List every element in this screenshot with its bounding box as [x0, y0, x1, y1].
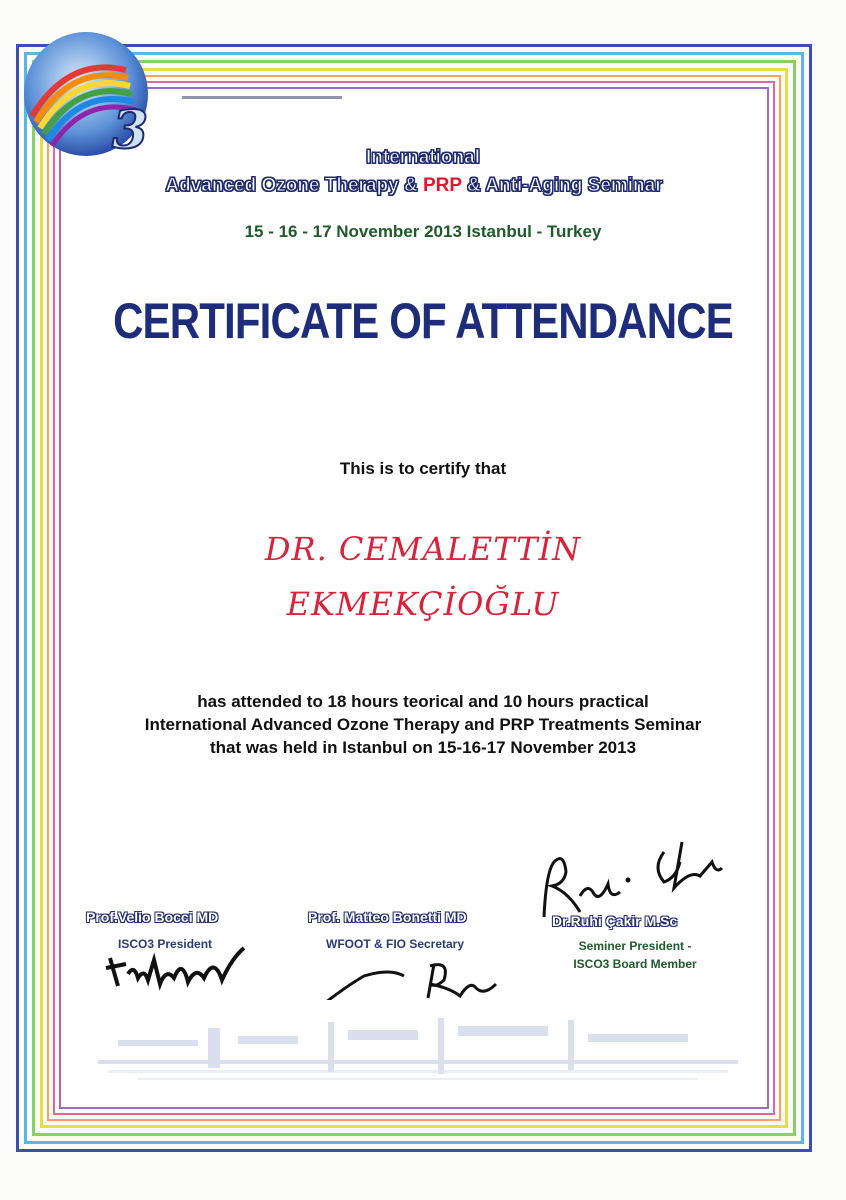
signatory-3-role-line2: ISCO3 Board Member — [573, 957, 697, 971]
istanbul-skyline-watermark — [98, 1000, 738, 1090]
signatory-3-name: Dr.Ruhi Çakir M.Sc — [552, 913, 678, 929]
certify-text: This is to certify that — [339, 459, 507, 478]
statement-line1: has attended to 18 hours teorical and 10 hours practical — [197, 692, 649, 711]
header-international: International — [365, 147, 480, 168]
recipient-name-line2: EKMEKÇİOĞLU — [286, 585, 560, 623]
header-title-part1: Advanced Ozone Therapy & — [165, 175, 423, 196]
statement-line2: International Advanced Ozone Therapy and PRP Treatments Seminar — [144, 715, 702, 734]
header-title-part2: & Anti-Aging Seminar — [461, 175, 663, 196]
logo-text-strip — [182, 93, 342, 103]
seminar-logo-icon — [14, 26, 164, 166]
signatory-2-role: WFOOT & FIO Secretary — [326, 937, 465, 951]
recipient-name-line1: DR. CEMALETTİN — [264, 530, 582, 568]
header-seminar-title — [0, 175, 837, 197]
header-title-prp: PRP — [422, 175, 462, 196]
signatory-1-role: ISCO3 President — [118, 937, 213, 951]
seminar-dates: 15 - 16 - 17 November 2013 Istanbul - Turkey — [244, 222, 602, 241]
signatory-3-role-line1: Seminer President - — [578, 939, 692, 953]
logo-number: 3 — [112, 100, 149, 161]
signatory-1-name: Prof.Velio Bocci MD — [86, 909, 219, 925]
signatory-2-name: Prof. Matteo Bonetti MD — [308, 909, 467, 925]
statement-line3: that was held in Istanbul on 15-16-17 November 2013 — [209, 738, 637, 757]
certificate-title: CERTIFICATE OF ATTENDANCE — [113, 293, 733, 349]
attendance-statement — [0, 690, 846, 759]
